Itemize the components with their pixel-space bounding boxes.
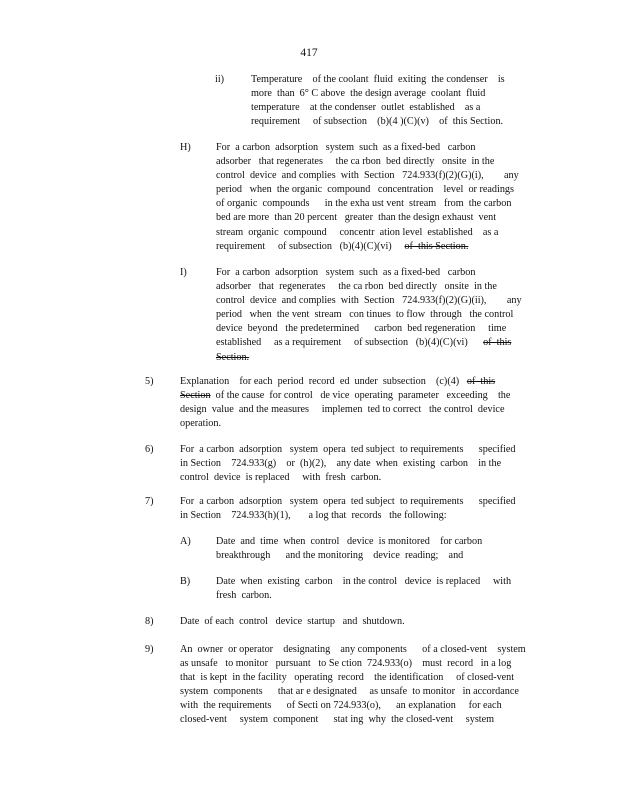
- text-line: [251, 87, 544, 101]
- line-segment: of the cause for control de vice operating parameter exceeding the: [210, 390, 511, 402]
- line-segment: Explanation for each period record ed under subsection (c)(4): [180, 376, 467, 387]
- line-segment: design value and the measures implemen ted to correct the control device: [180, 404, 505, 416]
- paragraph-text: [216, 535, 528, 563]
- text-line: [180, 417, 567, 431]
- text-line: [251, 115, 544, 129]
- line-segment: device beyond the predetermined carbon bed regeneration time: [216, 323, 507, 335]
- text-line: [216, 308, 543, 322]
- text-line: [180, 495, 567, 509]
- line-segment: Date of each control device startup and shutdown.: [180, 616, 405, 627]
- list-marker: I): [180, 267, 187, 278]
- line-segment: system components that ar e designated as unsafe to monitor in accordance: [180, 686, 519, 698]
- text-line: [216, 322, 543, 336]
- line-segment: For a carbon adsorption system opera ted subject to requirements specified: [180, 444, 516, 455]
- line-segment: Temperature of the coolant fluid exiting the condenser is: [251, 74, 505, 85]
- line-segment: For a carbon adsorption system opera ted subject to requirements specified: [180, 496, 516, 507]
- line-segment: For a carbon adsorption system such as a fixed-bed carbon: [216, 267, 476, 278]
- text-line: [251, 101, 544, 115]
- line-segment: period when the vent stream con tinues to flow through the control: [216, 309, 514, 321]
- text-line: [216, 183, 543, 197]
- text-line: [216, 266, 543, 280]
- line-segment: control device and complies with Section 724.933(f)(2)(G)(i), any: [216, 170, 519, 182]
- text-line: [216, 280, 543, 294]
- line-segment: control device and complies with Section 724.933(f)(2)(G)(ii), any: [216, 295, 522, 307]
- line-segment: stream organic compound concentr ation level established as a: [216, 226, 499, 238]
- line-segment: closed-vent system component stat ing why the closed-vent system: [180, 714, 495, 726]
- struck-text: Section.: [216, 351, 250, 363]
- text-line: [180, 457, 567, 471]
- line-segment: Date when existing carbon in the control device is replaced with: [216, 576, 512, 587]
- line-segment: more than 6° C above the design average coolant fluid: [251, 88, 486, 100]
- text-line: [216, 294, 543, 308]
- text-line: [216, 197, 543, 211]
- line-segment: For a carbon adsorption system such as a fixed-bed carbon: [216, 142, 476, 153]
- text-line: [180, 713, 567, 727]
- text-line: [180, 375, 567, 389]
- text-line: [180, 643, 567, 657]
- list-marker: 5): [145, 376, 154, 387]
- line-segment: An owner or operator designating any components of a closed-vent system: [180, 644, 526, 655]
- line-segment: as unsafe to monitor pursuant to Se ction 724.933(o) must record in a log: [180, 658, 512, 670]
- list-marker: 8): [145, 616, 154, 627]
- text-line: [216, 240, 543, 254]
- line-segment: bed are more than 20 percent greater than the design exhaust vent: [216, 212, 497, 224]
- list-marker: H): [180, 142, 191, 153]
- line-segment: in Section 724.933(g) or (h)(2), any date when existing carbon in the: [180, 458, 502, 470]
- line-segment: Date and time when control device is monitored for carbon: [216, 536, 483, 547]
- line-segment: in Section 724.933(h)(1), a log that records the following:: [180, 510, 447, 522]
- text-line: [216, 211, 543, 225]
- list-marker: 7): [145, 496, 154, 507]
- list-marker: 6): [145, 444, 154, 455]
- paragraph-text: [180, 643, 567, 728]
- list-marker: A): [180, 536, 191, 547]
- struck-text: of this Section.: [404, 240, 469, 252]
- line-segment: adsorber that regenerates the ca rbon bed directly onsite in the: [216, 156, 495, 168]
- paragraph-text: [216, 266, 543, 365]
- text-line: [180, 615, 567, 629]
- text-line: [216, 336, 543, 350]
- text-line: [251, 73, 544, 87]
- line-segment: established as a requirement of subsection (b)(4)(C)(vi): [216, 337, 484, 349]
- text-line: [216, 351, 543, 365]
- text-line: [216, 589, 528, 603]
- paragraph-text: [180, 443, 567, 485]
- text-line: [216, 549, 528, 563]
- text-line: [180, 699, 567, 713]
- line-segment: that is kept in the facility operating record the identification of closed-vent: [180, 672, 515, 684]
- line-segment: period when the organic compound concentration level or readings: [216, 184, 514, 196]
- text-line: [180, 685, 567, 699]
- text-line: [180, 671, 567, 685]
- text-line: [216, 575, 528, 589]
- struck-text: of this: [483, 337, 512, 349]
- text-line: [180, 443, 567, 457]
- line-segment: breakthrough and the monitoring device reading; and: [216, 550, 464, 562]
- line-segment: operation.: [180, 418, 222, 430]
- list-marker: 9): [145, 644, 154, 655]
- paragraph-text: [251, 73, 544, 129]
- line-segment: with the requirements of Secti on 724.933(o), an explanation for each: [180, 700, 502, 712]
- text-line: [180, 509, 567, 523]
- text-line: [216, 155, 543, 169]
- text-line: [216, 535, 528, 549]
- list-marker: B): [180, 576, 191, 587]
- text-line: [216, 141, 543, 155]
- line-segment: adsorber that regenerates the ca rbon bed directly onsite in the: [216, 281, 497, 293]
- page-number: 417: [300, 47, 318, 59]
- paragraph-text: [216, 575, 528, 603]
- paragraph-text: [180, 615, 567, 629]
- line-segment: requirement of subsection (b)(4 )(C)(v) of this Section.: [251, 116, 504, 128]
- list-marker: ii): [215, 74, 225, 85]
- text-line: [216, 169, 543, 183]
- line-segment: requirement of subsection (b)(4)(C)(vi): [216, 240, 405, 252]
- text-line: [180, 471, 567, 485]
- text-line: [180, 389, 567, 403]
- paragraph-text: [180, 495, 567, 523]
- text-line: [216, 226, 543, 240]
- line-segment: fresh carbon.: [216, 590, 272, 602]
- struck-text: of this: [466, 376, 496, 387]
- line-segment: control device is replaced with fresh carbon.: [180, 472, 382, 484]
- line-segment: temperature at the condenser outlet established as a: [251, 102, 481, 114]
- line-segment: of organic compounds in the exha ust vent stream from the carbon: [216, 198, 512, 210]
- paragraph-text: [180, 375, 567, 431]
- paragraph-text: [216, 141, 543, 254]
- text-line: [180, 403, 567, 417]
- struck-text: Section: [180, 390, 211, 402]
- text-line: [180, 657, 567, 671]
